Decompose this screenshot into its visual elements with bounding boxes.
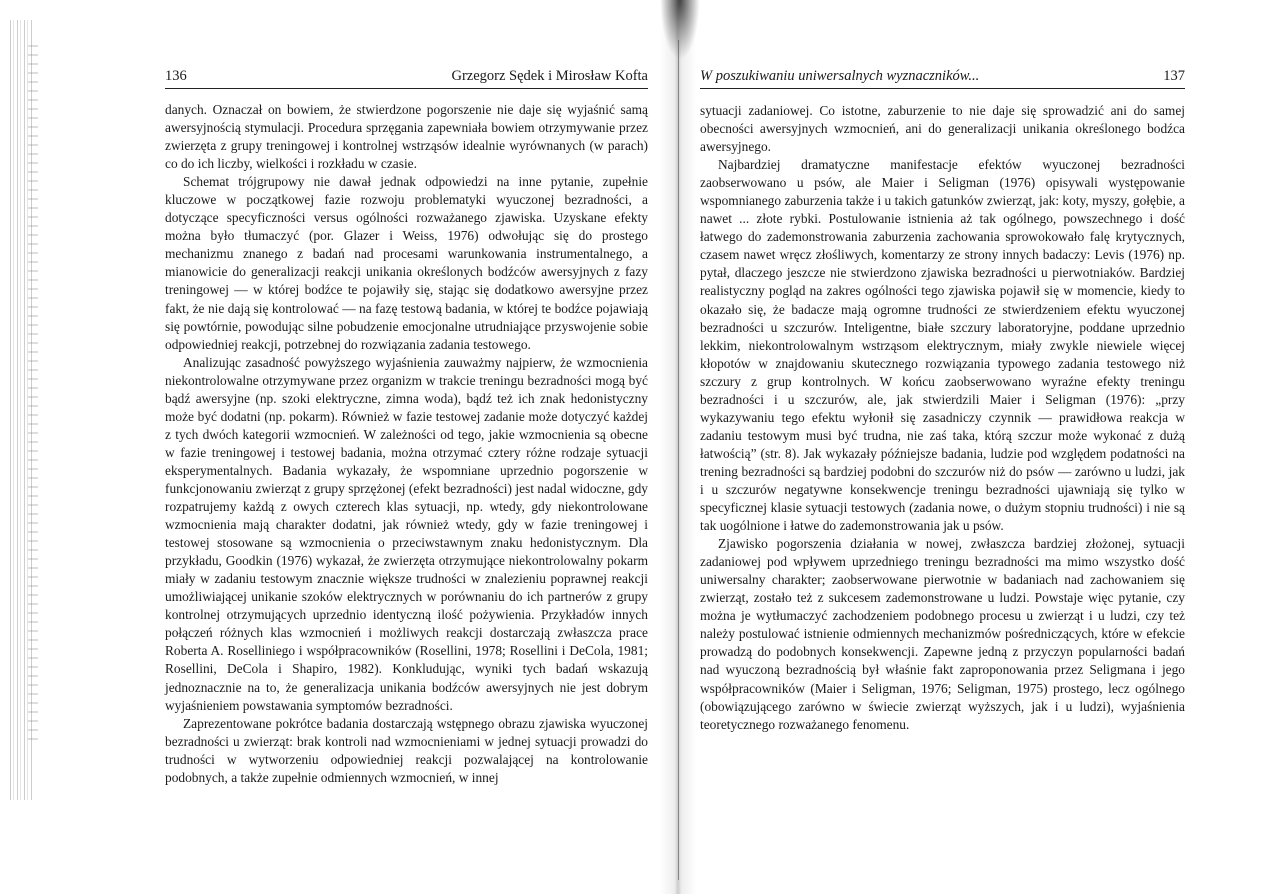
left-page-body bbox=[165, 101, 648, 787]
scan-edge-artifact bbox=[28, 40, 38, 740]
page-number: 137 bbox=[1163, 68, 1185, 84]
running-head-authors: Grzegorz Sędek i Mirosław Kofta bbox=[451, 68, 648, 84]
paragraph: danych. Oznaczał on bowiem, że stwierdzone pogorszenie nie daje się wyjaśnić samą awersyjnością stymulacji. Procedura sprzęgania zapewniała bowiem otrzymywanie przez zwierzęta z grupy treningowej i kontrolnej wstrząsów idealnie wyrównanych (w parach) co do ich liczby, wielkości i rozkładu w czasie. bbox=[165, 102, 648, 172]
paragraph: Zjawisko pogorszenia działania w nowej, zwłaszcza bardziej złożonej, sytuacji zadaniowej pod wpływem uprzedniego treningu bezradności ma mimo wszystko dość uniwersalny charakter; zaobserwowane pierwotnie w badaniach nad zachowaniem się zwierząt, zostało też z sukcesem zademonstrowane u ludzi. Powstaje więc pytanie, czy można je wytłumaczyć zachodzeniem podobnego procesu u zwierząt i u ludzi, czy też należy postulować istnienie odmiennych mechanizmów pośredniczących, które w efekcie prowadzą do podobnych konsekwencji. Zapewne jedną z przyczyn popularności badań nad wyuczoną bezradnością był właśnie fakt zaproponowania przez Seligmana i jego współpracowników (Maier i Seligman, 1976; Seligman, 1975) prostego, lecz ogólnego (obowiązującego zarówno w świecie zwierząt wyższych, jak i u ludzi), wyjaśnienia teoretycznego rozważanego fenomenu. bbox=[700, 536, 1185, 732]
right-page-body bbox=[700, 102, 1185, 734]
paragraph: Analizując zasadność powyższego wyjaśnienia zauważmy najpierw, że wzmocnienia niekontrolowalne otrzymywane przez organizm w trakcie treningu bezradności mogą być bądź awersyjne (np. szoki elektryczne, zimna woda), bądź też ich znak hedonistyczny może być dodatni (np. pokarm). Również w fazie testowej zadanie może dotyczyć każdej z tych dwóch kategorii wzmocnień. W zależności od tego, jakie wzmocnienia są obecne w fazie treningowej i testowej badania, można otrzymać cztery różne rodzaje sytuacji eksperymentalnych. Badania wykazały, że wspomniane uprzednio pogorszenie w funkcjonowaniu zwierząt z grupy sprzężonej (efekt bezradności) jest nadal widoczne, gdy rozpatrujemy każdą z owych czterech klas sytuacji, np. wtedy, gdy niekontrolowane wzmocnienia mają charakter dodatni, jak również wtedy, gdy w fazie treningowej i testowej stosowane są wzmocnienia o przeciwstawnym znaku hedonistycznym. Dla przykładu, Goodkin (1976) wykazał, że zwierzęta otrzymujące niekontrolowalny pokarm miały w zadaniu testowym znacznie większe trudności w znalezieniu poprawnej reakcji umożliwiającej unikanie szoków elektrycznych w porównaniu do ich partnerów z grupy kontrolnej otrzymujących uprzednio identyczną ilość pożywienia. Przykładów innych połączeń różnych klas wzmocnień i możliwych reakcji dostarczają zwłaszcza prace Roberta A. Roselliniego i współpracowników (Rosellini, 1978; Rosellini i DeCola, 1981; Rosellini, DeCola i Shapiro, 1982). Konkludując, wyniki tych badań wskazują jednoznacznie na to, że generalizacja unikania bodźców awersyjnych nie jest dobrym wyjaśnieniem powstawania symptomów bezradności. bbox=[165, 354, 648, 713]
paragraph: Schemat trójgrupowy nie dawał jednak odpowiedzi na inne pytanie, zupełnie kluczowe w początkowej fazie rozwoju problematyki wyuczonej bezradności, a dotyczące specyficzności versus ogólności rozważanego zjawiska. Uzyskane efekty można było tłumaczyć (por. Glazer i Weiss, 1976) odwołując się do prostego mechanizmu znanego z badań nad procesami warunkowania instrumentalnego, a mianowicie do generalizacji reakcji unikania określonych bodźców awersyjnych z fazy treningowej — w której bodźce te pojawiły się, stając się dodatkowo awersyjne przez fakt, że nie dają się kontrolować — na fazę testową badania, w której te bodźce pojawiają się powtórnie, powodując silne pobudzenie emocjonalne utrudniające przyswojenie sobie odpowiedniej reakcji, potrzebnej do rozwiązania zadania testowego. bbox=[165, 174, 648, 352]
right-page-header bbox=[700, 63, 1185, 89]
left-page-header bbox=[165, 63, 648, 89]
paragraph: sytuacji zadaniowej. Co istotne, zaburzenie to nie daje się sprowadzić ani do samej obecności awersyjnych wzmocnień, ani do generalizacji unikania określonego bodźca awersyjnego. bbox=[700, 103, 1185, 155]
running-head-title: W poszukiwaniu uniwersalnych wyznaczników... bbox=[700, 68, 980, 84]
paragraph: Zaprezentowane pokrótce badania dostarczają wstępnego obrazu zjawiska wyuczonej bezradności u zwierząt: brak kontroli nad wzmocnieniami w jednej sytuacji prowadzi do trudności w wytworzeniu odpowiedniej reakcji pozwalającej na kontrolowanie podobnych, a także zupełnie odmiennych wzmocnień, w innej bbox=[165, 715, 648, 785]
gutter-shadow bbox=[660, 0, 700, 60]
paragraph: Najbardziej dramatyczne manifestacje efektów wyuczonej bezradności zaobserwowano u psów, ale Maier i Seligman (1976) opisywali występowanie wspomnianego zaburzenia także i u takich gatunków zwierząt, jak: koty, myszy, gołębie, a nawet ... złote rybki. Postulowanie istnienia aż tak ogólnego, powszechnego i dość łatwego do zademonstrowania zaburzenia zachowania sprowokowało falę krytycznych, czasem nawet wręcz złośliwych, komentarzy ze strony innych badaczy: Levis (1976) np. pytał, dlaczego jeszcze nie stwierdzono zjawiska bezradności u pierwotniaków. Bardziej realistyczny pogląd na zakres ogólności tego zjawiska pojawił się w momencie, kiedy to okazało się, że badacze mają ogromne trudności ze stwierdzeniem efektu wyuczonej bezradności u szczurów. Inteligentne, białe szczury laboratoryjne, poddane uprzednio lekkim, niekontrolowalnym wstrząsom elektrycznym, miały zwykle niewiele więcej kłopotów w znajdowaniu skutecznego rozwiązania typowego zadania testowego niż szczury z grup kontrolnych. W końcu zaobserwowano wyraźne efekty treningu bezradności i u szczurów, ale, jak stwierdzili Maier i Seligman (1976): „przy wykazywaniu tego efektu wyłonił się zasadniczy czynnik — prawidłowa reakcja w zadaniu testowym musi być trudna, nie zaś taka, którą szczur może wykonać z dużą łatwością” (str. 8). Jak wykazały późniejsze badania, ludzie pod względem podatności na trening bezradności są bardziej podobni do szczurów niż do psów — zarówno u ludzi, jak i u szczurów negatywne konsekwencje treningu bezradności ujawniają się tylko w specyficznej klasie sytuacji testowych (zadania nowe, o dużym stopniu trudności) i nie są tak uogólnione i łatwe do zademonstrowania jak u psów. bbox=[700, 157, 1185, 534]
gutter-fold-line bbox=[678, 40, 679, 880]
page-number: 136 bbox=[165, 68, 187, 84]
